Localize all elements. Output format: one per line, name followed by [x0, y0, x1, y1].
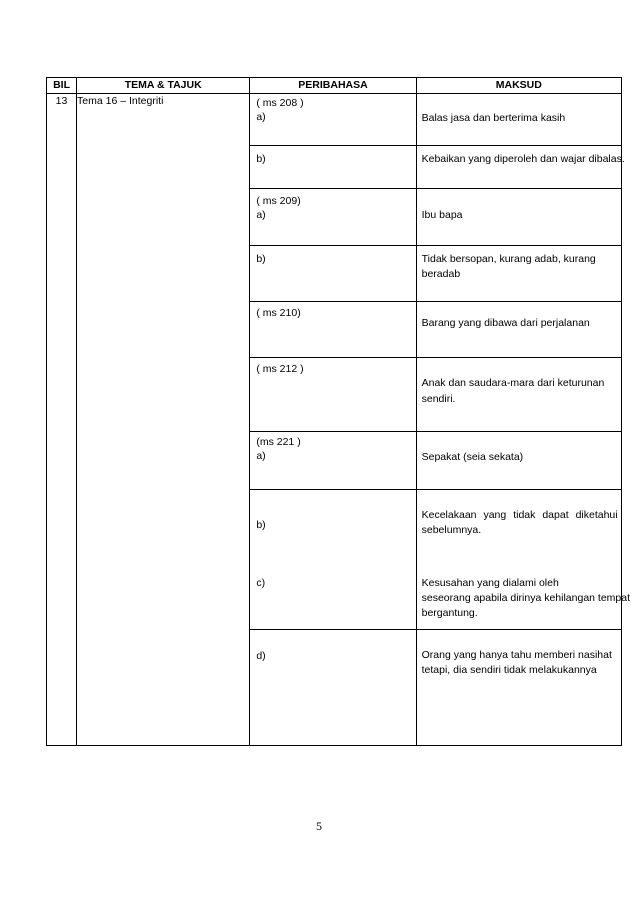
item-label: b): [256, 519, 266, 531]
peribahasa-cell: [250, 630, 416, 746]
item-label: a): [256, 209, 266, 221]
item-label: a): [256, 450, 266, 462]
header-maksud: MAKSUD: [416, 78, 621, 94]
maksud-cell: [416, 490, 631, 630]
page-ref: ( ms 209): [256, 195, 301, 207]
maksud-text: tetapi, dia sendiri tidak melakukannya: [421, 664, 597, 676]
maksud-cell: [416, 94, 621, 146]
page-ref: (ms 221 ): [256, 436, 301, 448]
page-ref: ( ms 208 ): [256, 97, 304, 109]
header-tema: TEMA & TAJUK: [77, 78, 250, 94]
bil-cell: 13: [47, 94, 77, 746]
maksud-cell: [416, 189, 621, 246]
maksud-text: Orang yang hanya tahu memberi nasihat: [421, 649, 612, 661]
item-label: c): [256, 577, 266, 589]
maksud-text: bergantung.: [421, 607, 478, 619]
item-label: d): [256, 650, 266, 662]
maksud-text: sendiri.: [421, 393, 456, 405]
maksud-cell: [416, 146, 625, 189]
header-bil: BIL: [47, 78, 77, 94]
maksud-cell: [416, 358, 621, 432]
table-header-row: [47, 78, 622, 94]
peribahasa-table: [46, 77, 631, 746]
item-label: b): [256, 153, 266, 165]
page-ref: ( ms 210): [256, 307, 301, 319]
peribahasa-cell: [250, 189, 416, 246]
maksud-text: Kebaikan yang diperoleh dan wajar dibalas.: [421, 153, 625, 165]
maksud-text: Ibu bapa: [421, 209, 463, 221]
page-ref: ( ms 212 ): [256, 363, 304, 375]
maksud-text: Balas jasa dan berterima kasih: [421, 112, 566, 124]
peribahasa-cell: [250, 146, 416, 189]
header-peribahasa: PERIBAHASA: [250, 78, 416, 94]
maksud-cell: [416, 432, 621, 490]
maksud-text: beradab: [421, 268, 461, 280]
maksud-text: seseorang apabila dirinya kehilangan tempat: [421, 592, 631, 604]
table-row: [47, 94, 622, 146]
maksud-text: Barang yang dibawa dari perjalanan: [421, 317, 590, 329]
peribahasa-cell: [250, 302, 416, 358]
maksud-text: Kecelakaan yang tidak dapat diketahui: [421, 509, 618, 521]
maksud-cell: [416, 246, 621, 302]
maksud-text: Tidak bersopan, kurang adab, kurang: [421, 253, 596, 265]
maksud-text: sebelumnya.: [421, 524, 482, 536]
item-label: a): [256, 111, 266, 123]
peribahasa-cell: [250, 358, 416, 432]
maksud-text: Kesusahan yang dialami oleh: [421, 577, 559, 589]
maksud-cell: [416, 630, 621, 746]
item-label: b): [256, 253, 266, 265]
maksud-cell: [416, 302, 621, 358]
peribahasa-cell: [250, 246, 416, 302]
peribahasa-cell: [250, 432, 416, 490]
tema-cell: Tema 16 – Integriti: [77, 94, 250, 746]
peribahasa-cell: [250, 490, 416, 630]
maksud-text: Anak dan saudara-mara dari keturunan: [421, 377, 605, 389]
page-number: 5: [316, 819, 322, 833]
peribahasa-cell: [250, 94, 416, 146]
maksud-text: Sepakat (seia sekata): [421, 451, 524, 463]
